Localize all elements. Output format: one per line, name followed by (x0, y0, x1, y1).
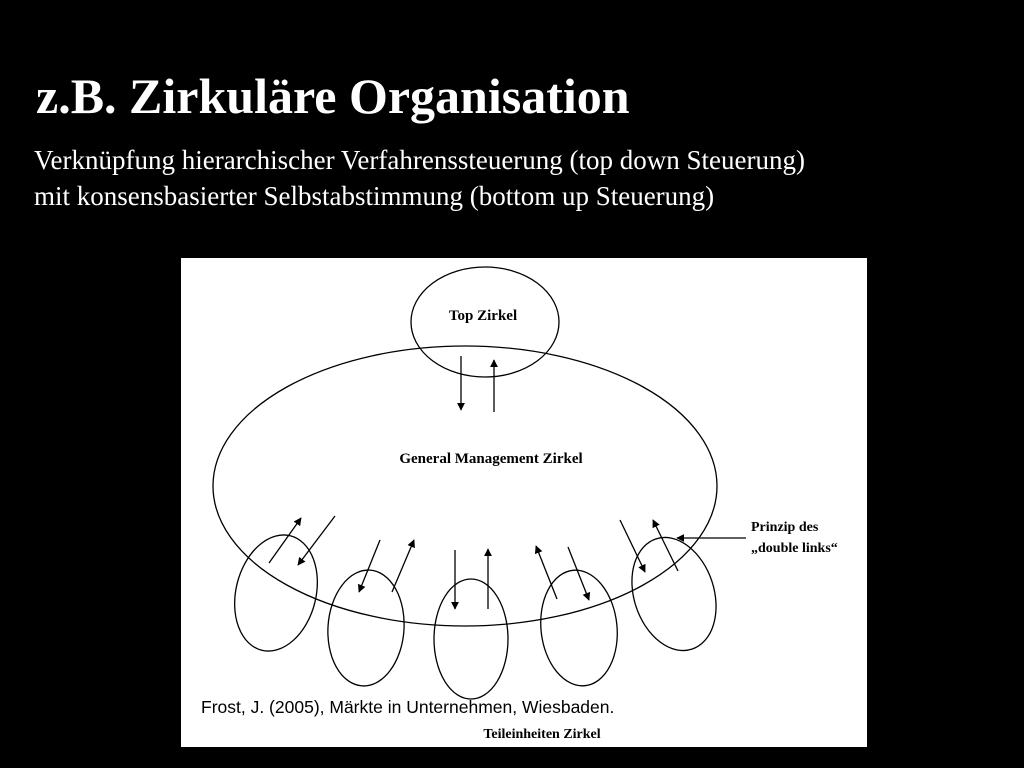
unit-circle-3 (434, 579, 508, 699)
slide-title: z.B. Zirkuläre Organisation (36, 68, 630, 124)
diagram-canvas (181, 258, 867, 747)
double-links-label-line-2: „double links“ (751, 541, 838, 556)
general-management-circle (213, 346, 717, 626)
unit-circle-4 (535, 566, 623, 689)
general-management-label: General Management Zirkel (399, 451, 583, 467)
unit-4-down-arrow (568, 547, 589, 600)
unit-5-down-arrow (620, 520, 645, 572)
unit-1-up-arrow (269, 518, 301, 563)
double-links-label-line-1: Prinzip des (751, 520, 819, 535)
subtitle-line-2: mit konsensbasierter Selbstabstimmung (bottom up Steuerung) (34, 181, 715, 211)
unit-circle-5 (618, 526, 730, 661)
top-circle-label: Top Zirkel (448, 308, 518, 324)
subtitle-line-1: Verknüpfung hierarchischer Verfahrenssteuerung (top down Steuerung) (34, 145, 806, 175)
source-citation: Frost, J. (2005), Märkte in Unternehmen, Wiesbaden. (201, 697, 615, 717)
unit-2-up-arrow (392, 540, 414, 592)
slide-subtitle (34, 142, 805, 214)
unit-5-up-arrow (653, 520, 678, 571)
unit-1-down-arrow (298, 516, 335, 565)
unit-circles-label: Teileinheiten Zirkel (483, 727, 601, 742)
unit-circle-1 (223, 526, 329, 660)
unit-2-down-arrow (359, 540, 380, 592)
circular-organisation-diagram (181, 258, 867, 747)
unit-4-up-arrow (536, 546, 557, 599)
